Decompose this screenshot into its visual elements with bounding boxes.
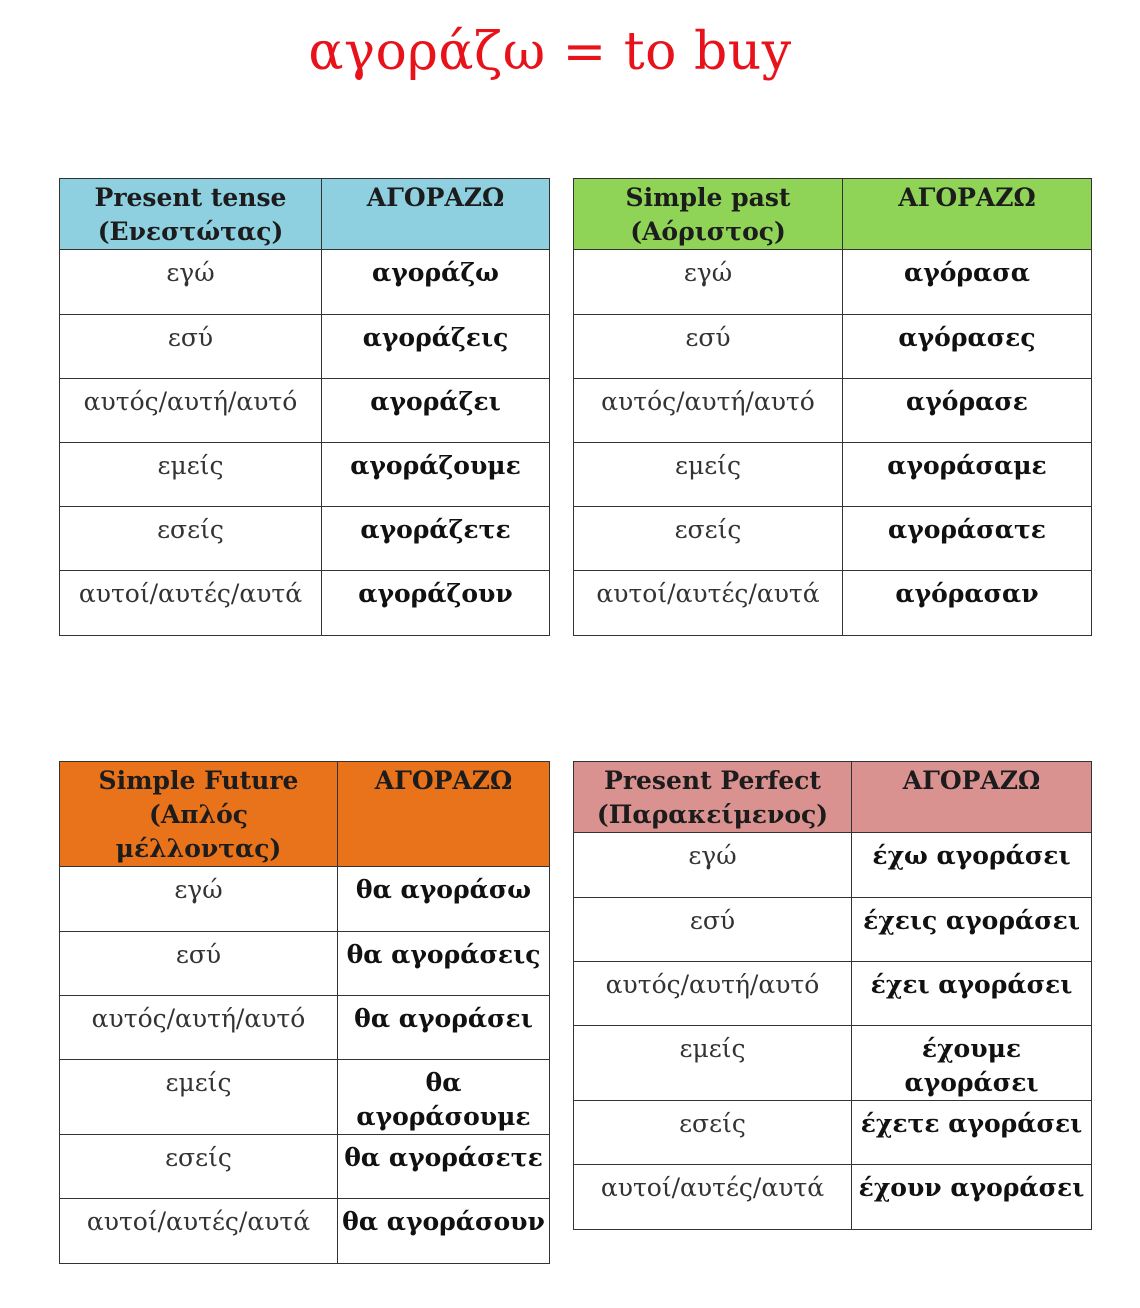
- pronoun-cell: αυτοί/αυτές/αυτά: [60, 1199, 338, 1264]
- table-row: [60, 1135, 550, 1199]
- pronoun-cell: εγώ: [574, 833, 852, 898]
- pronoun-cell: εσύ: [574, 315, 843, 379]
- tense-greek-name: (Αόριστος): [630, 217, 786, 246]
- pronoun-cell: εμείς: [574, 443, 843, 507]
- table-row: [60, 507, 550, 571]
- verb-header: ΑΓΟΡΑΖΩ: [852, 762, 1092, 833]
- verb-form-cell: αγοράζει: [322, 379, 550, 443]
- tense-header: [60, 179, 322, 250]
- table-row: [60, 250, 550, 315]
- pronoun-cell: εμείς: [60, 1060, 338, 1135]
- tense-header: [574, 762, 852, 833]
- tense-name: Present Perfect: [604, 766, 821, 795]
- verb-form-cell: θα αγοράσουν: [338, 1199, 550, 1264]
- verb-form-cell: θα αγοράσει: [338, 996, 550, 1060]
- verb-form-cell: θα αγοράσετε: [338, 1135, 550, 1199]
- pronoun-cell: εσύ: [60, 315, 322, 379]
- table-row: [60, 996, 550, 1060]
- verb-header: ΑΓΟΡΑΖΩ: [322, 179, 550, 250]
- verb-form-cell: έχει αγοράσει: [852, 962, 1092, 1026]
- verb-form-cell: έχω αγοράσει: [852, 833, 1092, 898]
- verb-form-cell: έχουν αγοράσει: [852, 1165, 1092, 1230]
- verb-form-cell: αγοράζετε: [322, 507, 550, 571]
- pronoun-cell: εγώ: [60, 250, 322, 315]
- pronoun-cell: εσείς: [60, 507, 322, 571]
- verb-form-cell: θα αγοράσεις: [338, 932, 550, 996]
- table-row: [60, 867, 550, 932]
- verb-form-cell: αγοράσατε: [843, 507, 1092, 571]
- table-row: [60, 443, 550, 507]
- page-title: αγοράζω = to buy: [308, 22, 792, 82]
- table-row: [574, 379, 1092, 443]
- pronoun-cell: εσείς: [574, 1101, 852, 1165]
- pronoun-cell: εγώ: [574, 250, 843, 315]
- tense-name: Simple Future: [98, 766, 299, 795]
- table-row: [60, 1199, 550, 1264]
- tense-header: [574, 179, 843, 250]
- simple-future-table: [59, 761, 550, 1264]
- pronoun-cell: εσύ: [60, 932, 338, 996]
- pronoun-cell: αυτός/αυτή/αυτό: [60, 996, 338, 1060]
- verb-form-cell: έχουμε αγοράσει: [852, 1026, 1092, 1101]
- verb-form-cell: έχεις αγοράσει: [852, 898, 1092, 962]
- verb-form-cell: αγοράζω: [322, 250, 550, 315]
- table-row: [60, 379, 550, 443]
- pronoun-cell: εγώ: [60, 867, 338, 932]
- verb-form-cell: αγοράζεις: [322, 315, 550, 379]
- verb-form-cell: αγόρασα: [843, 250, 1092, 315]
- pronoun-cell: εμείς: [574, 1026, 852, 1101]
- pronoun-cell: αυτοί/αυτές/αυτά: [574, 1165, 852, 1230]
- table-row: [574, 250, 1092, 315]
- table-row: [60, 1060, 550, 1135]
- pronoun-cell: εσείς: [60, 1135, 338, 1199]
- table-row: [574, 1101, 1092, 1165]
- verb-header: ΑΓΟΡΑΖΩ: [338, 762, 550, 867]
- tense-name: Present tense: [94, 183, 287, 212]
- present-tense-table: [59, 178, 550, 636]
- table-header-row: [574, 762, 1092, 833]
- tense-name: Simple past: [625, 183, 791, 212]
- verb-header: ΑΓΟΡΑΖΩ: [843, 179, 1092, 250]
- table-row: [574, 1026, 1092, 1101]
- pronoun-cell: εσύ: [574, 898, 852, 962]
- tense-greek-name: (Παρακείμενος): [596, 800, 829, 829]
- table-row: [574, 833, 1092, 898]
- pronoun-cell: αυτός/αυτή/αυτό: [574, 962, 852, 1026]
- pronoun-cell: αυτοί/αυτές/αυτά: [60, 571, 322, 636]
- pronoun-cell: εσείς: [574, 507, 843, 571]
- table-row: [60, 315, 550, 379]
- tense-header: [60, 762, 338, 867]
- pronoun-cell: εμείς: [60, 443, 322, 507]
- verb-form-cell: έχετε αγοράσει: [852, 1101, 1092, 1165]
- table-row: [574, 507, 1092, 571]
- verb-form-cell: αγόρασε: [843, 379, 1092, 443]
- verb-form-cell: αγοράσαμε: [843, 443, 1092, 507]
- table-header-row: [574, 179, 1092, 250]
- table-row: [574, 443, 1092, 507]
- tense-greek-name: (Απλός μέλλοντας): [115, 800, 282, 863]
- verb-form-cell: αγόρασες: [843, 315, 1092, 379]
- simple-past-table: [573, 178, 1092, 636]
- tense-greek-name: (Ενεστώτας): [97, 217, 284, 246]
- table-row: [574, 571, 1092, 636]
- verb-form-cell: αγοράζουν: [322, 571, 550, 636]
- pronoun-cell: αυτοί/αυτές/αυτά: [574, 571, 843, 636]
- table-row: [60, 932, 550, 996]
- table-row: [574, 962, 1092, 1026]
- table-row: [574, 1165, 1092, 1230]
- table-row: [574, 898, 1092, 962]
- verb-form-cell: αγοράζουμε: [322, 443, 550, 507]
- pronoun-cell: αυτός/αυτή/αυτό: [574, 379, 843, 443]
- table-row: [574, 315, 1092, 379]
- present-perfect-table: [573, 761, 1092, 1230]
- table-header-row: [60, 762, 550, 867]
- table-row: [60, 571, 550, 636]
- verb-form-cell: θα αγοράσω: [338, 867, 550, 932]
- verb-form-cell: θα αγοράσουμε: [338, 1060, 550, 1135]
- verb-form-cell: αγόρασαν: [843, 571, 1092, 636]
- table-header-row: [60, 179, 550, 250]
- pronoun-cell: αυτός/αυτή/αυτό: [60, 379, 322, 443]
